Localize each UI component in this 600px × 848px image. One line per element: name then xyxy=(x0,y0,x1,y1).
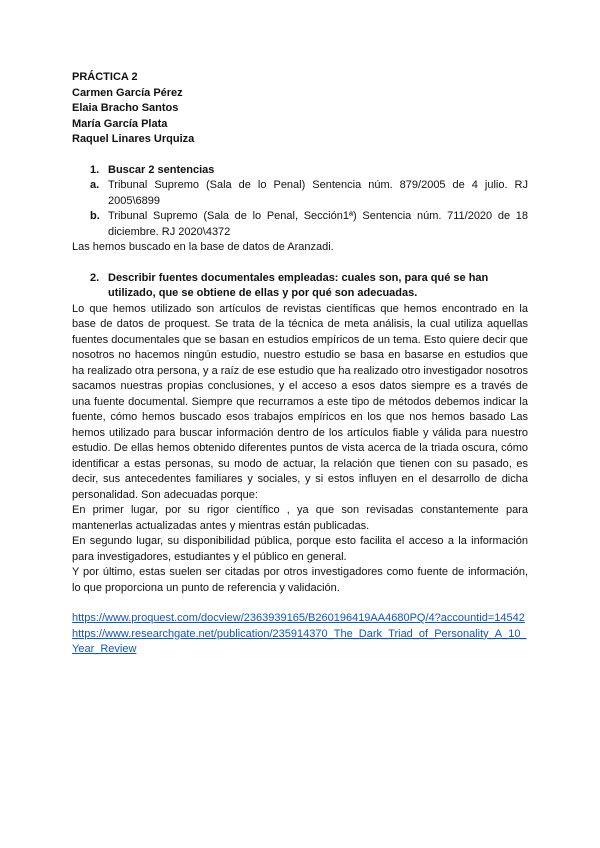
sentence-item xyxy=(72,178,528,209)
section-number: 1. xyxy=(90,163,100,176)
author-name: Elaia Bracho Santos xyxy=(72,102,179,114)
author-name: Raquel Linares Urquiza xyxy=(72,133,195,145)
item-letter: b. xyxy=(90,210,100,222)
item-letter: a. xyxy=(90,179,100,191)
proquest-link[interactable]: https://www.proquest.com/docview/2363939165/B260196419AA4680PQ/4?accountid=14542 xyxy=(72,612,525,624)
author-name: María García Plata xyxy=(72,117,168,130)
sentence-item xyxy=(72,209,528,240)
body-paragraph: Y por último, estas suelen ser citadas por otros investigadores como fuente de información, lo que proporciona un punto de referencia y validación. xyxy=(72,566,528,594)
author-name: Carmen García Pérez xyxy=(72,86,183,99)
document-page xyxy=(72,70,528,658)
body-paragraph: Lo que hemos utilizado son artículos de revistas científicas que hemos encontrado en la base de datos de proquest. Se trata de la técnica de meta análisis, la cual utiliza aquellas fuentes documentales que se basan en estudios empíricos de un tema. Esto quiere decir que nosotros no hacemos ningún estudio, nuestro estudio se basa en basarse en estudios que ha realizado otra persona, y a raíz de ese estudio que ha realizado otro investigador nosotros sacamos nuestras propias conclusiones, y el acceso a esos datos siempre es a través de una fuente documental. Siempre que recurramos a este tipo de métodos debemos indicar la fuente, cómo hemos buscado esos trabajos empíricos en los que nos hemos basado Las hemos utilizado para buscar información dentro de los artículos fiable y válida para nuestro estudio. De ellas hemos obtenido diferentes puntos de vista acerca de la triada oscura, cómo identificar a estas personas, su modo de actuar, la relación que tienen con su pasado, es decir, sus antecedentes familiares y sociales, y si estos influyen en el desarrollo de dicha personalidad. Son adecuadas porque: xyxy=(72,302,528,501)
section-heading-text: Buscar 2 sentencias xyxy=(108,163,215,176)
body-paragraph: En primer lugar, por su rigor científico , ya que son revisadas constantemente para mantenerlas actualizadas antes y mientras están publicadas. xyxy=(72,504,528,532)
section-2-heading xyxy=(72,271,528,302)
section-heading-text: Describir fuentes documentales empleadas: cuales son, para qué se han utilizado, que se obtiene de ellas y por qué son adecuadas. xyxy=(108,271,489,299)
section-number: 2. xyxy=(90,271,100,284)
document-title: PRÁCTICA 2 xyxy=(72,71,138,83)
section-1-heading xyxy=(72,163,528,179)
researchgate-link[interactable]: https://www.researchgate.net/publication/235914370_The_Dark_Triad_of_Personality_A_10_Year_Review xyxy=(72,627,527,655)
body-paragraph: En segundo lugar, su disponibilidad pública, porque esto facilita el acceso a la información para investigadores, estudiantes y el público en general. xyxy=(72,535,528,563)
section-1-note: Las hemos buscado en la base de datos de Aranzadi. xyxy=(72,241,334,253)
item-text: Tribunal Supremo (Sala de lo Penal) Sentencia núm. 879/2005 de 4 julio. RJ 2005\6899 xyxy=(108,179,528,207)
item-text: Tribunal Supremo (Sala de lo Penal, Sección1ª) Sentencia núm. 711/2020 de 18 diciembre. RJ 2020\4372 xyxy=(108,210,528,238)
